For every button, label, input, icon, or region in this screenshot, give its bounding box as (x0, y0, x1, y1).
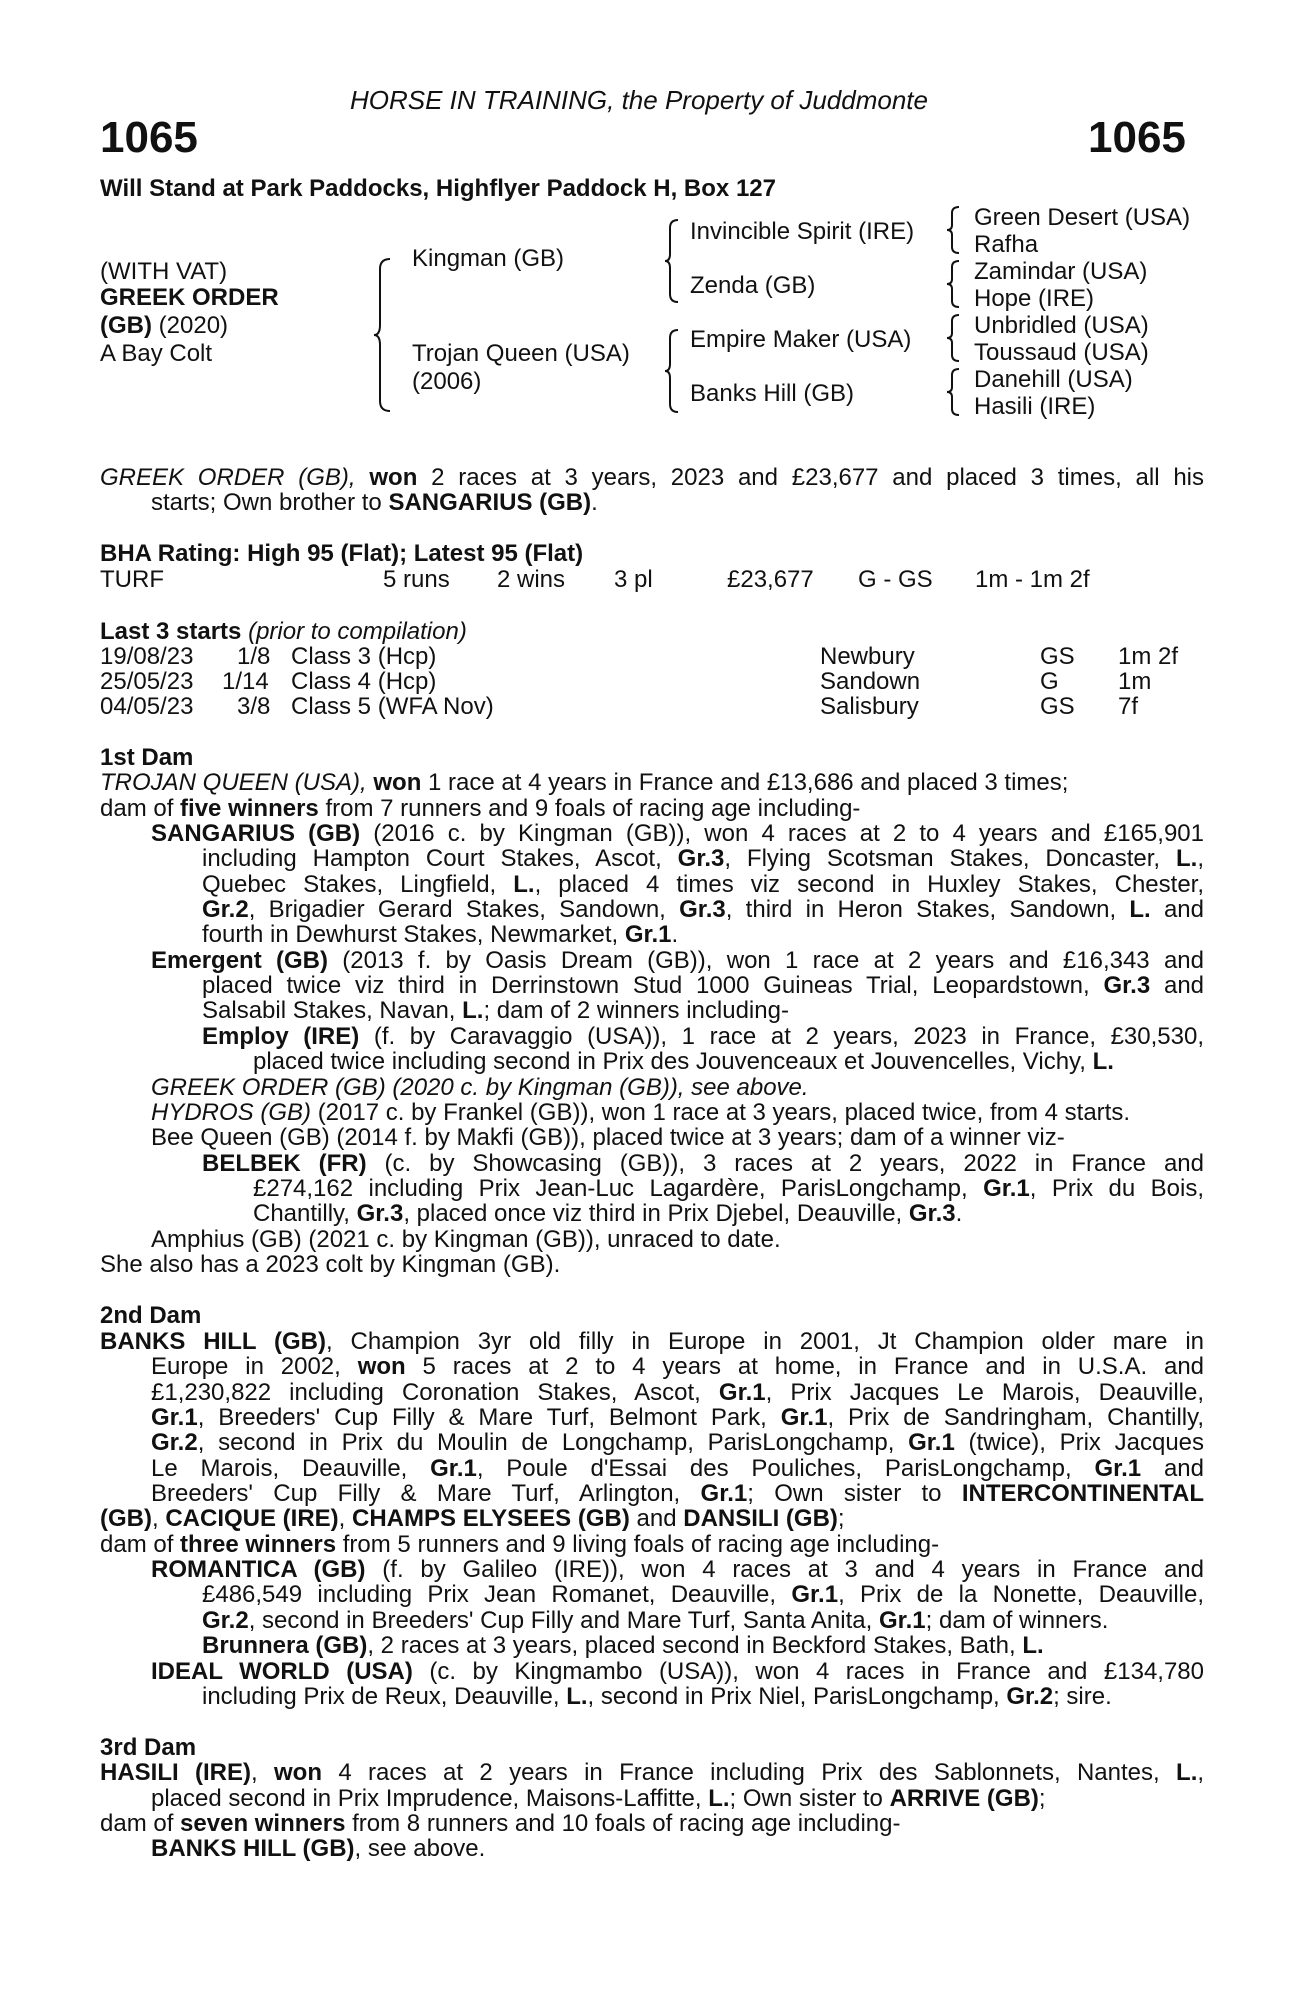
emergent-line-2 (202, 973, 1204, 999)
text: ; (837, 1505, 845, 1532)
hydros-line (151, 1100, 1130, 1126)
start-going: GS (1040, 693, 1075, 720)
grade: L. (1092, 1048, 1114, 1075)
text: Salsabil Stakes, Navan, (202, 997, 456, 1024)
grade: L. (1022, 1632, 1044, 1659)
text: , 2 races at 3 years, placed second in Beckford Stakes, Bath, (367, 1632, 1016, 1659)
grade: Gr.1 (983, 1175, 1030, 1202)
summary-period: . (591, 489, 598, 516)
progeny-text: (f. by Caravaggio (USA)), 1 race at 2 years, 2023 in France, £30,530, (373, 1023, 1204, 1050)
text: placed second in Prix Imprudence, Maisons-Laffitte, (151, 1785, 702, 1812)
progeny-name: Emergent (GB) (151, 947, 328, 974)
summary-record: 2 races at 3 years, 2023 and £23,677 and placed 3 times, all his (431, 464, 1204, 491)
text: , Prix du Bois, (1029, 1175, 1204, 1202)
summary-line-2 (151, 490, 598, 516)
progeny-name: HYDROS (GB) (151, 1099, 312, 1126)
text: ; Own sister to (729, 1785, 883, 1812)
text: . (955, 1200, 963, 1227)
text: fourth in Dewhurst Stakes, Newmarket, (202, 921, 619, 948)
text: , see above. (354, 1835, 486, 1862)
progeny-text: (2017 c. by Frankel (GB)), won 1 race at 3 years, placed twice, from 4 starts. (317, 1099, 1130, 1126)
sibling-name: CHAMPS ELYSEES (GB) (352, 1505, 630, 1532)
banks-hill-line-2 (151, 1354, 1204, 1380)
belbek-line-2 (253, 1176, 1204, 1202)
start-class: Class 4 (Hcp) (291, 668, 437, 695)
sibling-name: ARRIVE (GB) (889, 1785, 1039, 1812)
emergent-line-1 (151, 948, 1204, 974)
start-going: G (1040, 668, 1059, 695)
start-distance: 7f (1118, 693, 1139, 720)
pedigree-dam-year: (2006) (412, 368, 482, 395)
dam-name: HASILI (IRE) (100, 1759, 251, 1786)
start-course: Sandown (820, 668, 921, 695)
progeny-text: (c. by Kingmambo (USA)), won 4 races in France and £134,780 (429, 1658, 1205, 1685)
progeny-name: BELBEK (FR) (202, 1150, 367, 1177)
grade: Gr.1 (780, 1404, 828, 1431)
start-course: Newbury (820, 643, 915, 670)
rating-wins: 2 wins (497, 566, 566, 593)
text: ; Own sister to (747, 1480, 942, 1507)
pedigree-brace-gs3 (946, 313, 962, 363)
start-distance: 1m 2f (1118, 643, 1179, 670)
text: , (1197, 845, 1204, 872)
hasili-line-4 (151, 1836, 485, 1862)
start-position: 1/14 (222, 668, 269, 695)
start-class: Class 3 (Hcp) (291, 643, 437, 670)
text: . (671, 921, 679, 948)
pedigree-gs-1: Invincible Spirit (IRE) (690, 218, 915, 245)
text: £486,549 including Prix Jean Romanet, Deauville, (202, 1581, 777, 1608)
text: Breeders' Cup Filly & Mare Turf, Arlington, (151, 1480, 681, 1507)
start-date: 19/08/23 (100, 643, 194, 670)
employ-line-2 (253, 1049, 1114, 1075)
text: 5 races at 2 to 4 years at home, in France and in U.S.A. and (422, 1353, 1205, 1380)
hasili-line-1 (100, 1760, 1204, 1786)
text: and (1163, 1455, 1204, 1482)
grade: Gr.1 (1094, 1455, 1142, 1482)
sangarius-line-5 (202, 922, 678, 948)
start-position: 1/8 (237, 643, 271, 670)
text: , (151, 1505, 159, 1532)
rating-earnings: £23,677 (727, 566, 814, 593)
grade: L. (708, 1785, 730, 1812)
rating-going: G - GS (858, 566, 933, 593)
dam-of-label: dam of (100, 1531, 174, 1558)
rating-surface: TURF (100, 566, 164, 593)
rating-placed: 3 pl (614, 566, 653, 593)
grade: Gr.1 (700, 1480, 748, 1507)
text: and (1163, 896, 1204, 923)
sangarius-line-1 (151, 821, 1204, 847)
won-label: won (357, 1353, 406, 1380)
pedigree-ggs-4: Hope (IRE) (974, 285, 1095, 312)
grade: L. (462, 997, 484, 1024)
first-dam-heading: 1st Dam (100, 744, 194, 771)
pedigree-brace-gs1 (946, 205, 962, 255)
sangarius-line-2 (202, 846, 1204, 872)
pedigree-ggs-3: Zamindar (USA) (974, 258, 1148, 285)
bha-rating: BHA Rating: High 95 (Flat); Latest 95 (Flat) (100, 540, 584, 567)
text: , (1197, 1759, 1205, 1786)
grade: L. (1176, 845, 1198, 872)
progeny-text: (2016 c. by Kingman (GB)), won 4 races at 2 to 4 years and £165,901 (373, 820, 1204, 847)
progeny-text: (c. by Showcasing (GB)), 3 races at 2 years, 2022 in France and (384, 1150, 1204, 1177)
first-dam-line-2 (100, 796, 860, 822)
start-class: Class 5 (WFA Nov) (291, 693, 494, 720)
banks-hill-line-4 (151, 1405, 1204, 1431)
progeny-name: Brunnera (GB) (202, 1632, 368, 1659)
progeny-name: ROMANTICA (GB) (151, 1556, 366, 1583)
grade: Gr.2 (1006, 1683, 1054, 1710)
summary-horse-name: GREEK ORDER (GB), (100, 464, 356, 491)
banks-hill-line-6 (151, 1456, 1204, 1482)
grade: Gr.1 (718, 1379, 766, 1406)
text: , placed once viz third in Prix Djebel, Deauville, (403, 1200, 903, 1227)
lot-number-left: 1065 (100, 113, 198, 162)
grade: Gr.3 (908, 1200, 956, 1227)
sibling-name: INTERCONTINENTAL (961, 1480, 1205, 1507)
dam-record: 1 race at 4 years in France and £13,686 and placed 3 times; (428, 769, 1069, 796)
pedigree-gs-4: Banks Hill (GB) (690, 380, 855, 407)
dam-of-label: dam of (100, 1810, 174, 1837)
banks-hill-line-9 (100, 1532, 939, 1558)
rating-distance: 1m - 1m 2f (975, 566, 1090, 593)
foals-text: from 8 runners and 10 foals of racing age including- (352, 1810, 901, 1837)
pedigree-brace-sire (664, 218, 682, 304)
last-starts-note: (prior to compilation) (248, 618, 467, 645)
foals-text: from 7 runners and 9 foals of racing age including- (325, 795, 861, 822)
summary-sibling-name: SANGARIUS (GB) (388, 489, 592, 516)
text: including Prix de Reux, Deauville, (202, 1683, 560, 1710)
text: , Poule d'Essai des Pouliches, ParisLongchamp, (476, 1455, 1072, 1482)
last-starts-heading (100, 619, 467, 645)
banks-hill-line-7 (151, 1481, 1204, 1507)
text: £274,162 including Prix Jean-Luc Lagardère, ParisLongchamp, (253, 1175, 968, 1202)
amphius-line: Amphius (GB) (2021 c. by Kingman (GB)), unraced to date. (151, 1226, 781, 1253)
sibling-name: DANSILI (GB) (683, 1505, 838, 1532)
winners-count: seven winners (180, 1810, 346, 1837)
text: Europe in 2002, (151, 1353, 341, 1380)
pedigree-brace-main (372, 257, 396, 413)
employ-line-1 (202, 1024, 1204, 1050)
sangarius-line-3 (202, 872, 1204, 898)
belbek-line-3 (253, 1201, 962, 1227)
start-distance: 1m (1118, 668, 1152, 695)
grade: Gr.1 (151, 1404, 198, 1431)
romantica-line-2 (202, 1582, 1204, 1608)
pedigree-ggs-7: Danehill (USA) (974, 366, 1133, 393)
pedigree-brace-gs4 (946, 367, 962, 417)
progeny-name: SANGARIUS (GB) (151, 820, 361, 847)
rating-runs: 5 runs (383, 566, 450, 593)
won-label: won (373, 769, 422, 796)
text: , Prix de Sandringham, Chantilly, (827, 1404, 1205, 1431)
dam-name: TROJAN QUEEN (USA), (100, 769, 367, 796)
start-course: Salisbury (820, 693, 919, 720)
hasili-line-3 (100, 1811, 900, 1837)
grade: Gr.1 (791, 1581, 839, 1608)
banks-hill-line-5 (151, 1430, 1204, 1456)
grade: Gr.2 (202, 1607, 249, 1634)
winners-count: five winners (180, 795, 319, 822)
progeny-name: Employ (IRE) (202, 1023, 360, 1050)
pedigree-brace-gs2 (946, 259, 962, 309)
pedigree-ggs-6: Toussaud (USA) (974, 339, 1149, 366)
start-position: 3/8 (237, 693, 271, 720)
progeny-text: (2013 f. by Oasis Dream (GB)), won 1 race at 2 years and £16,343 and (342, 947, 1204, 974)
start-date: 04/05/23 (100, 693, 194, 720)
grade: L. (513, 871, 535, 898)
horse-country: (GB) (100, 312, 152, 339)
grade: Gr.2 (202, 896, 249, 923)
text: , Prix Jacques Le Marois, Deauville, (765, 1379, 1204, 1406)
text: and (636, 1505, 677, 1532)
text: Le Marois, Deauville, (151, 1455, 408, 1482)
text: including Hampton Court Stakes, Ascot, (202, 845, 662, 872)
grade: Gr.1 (624, 921, 672, 948)
also-has-line: She also has a 2023 colt by Kingman (GB). (100, 1251, 561, 1278)
grade: Gr.1 (908, 1429, 955, 1456)
foals-text: from 5 runners and 9 living foals of racing age including- (342, 1531, 940, 1558)
second-dam-heading: 2nd Dam (100, 1302, 202, 1329)
romantica-line-3 (202, 1608, 1108, 1634)
pedigree-dam: Trojan Queen (USA) (412, 340, 630, 367)
winners-count: three winners (180, 1531, 337, 1558)
grade: Gr.1 (878, 1607, 926, 1634)
brunnera-line (202, 1633, 1044, 1659)
horse-description: A Bay Colt (100, 340, 213, 367)
lot-number-right: 1065 (1088, 113, 1186, 162)
grade: Gr.3 (679, 896, 726, 923)
stabling-location: Will Stand at Park Paddocks, Highflyer Paddock H, Box 127 (100, 175, 776, 202)
third-dam-heading: 3rd Dam (100, 1734, 197, 1761)
belbek-line-1 (202, 1151, 1204, 1177)
last-starts-title: Last 3 starts (100, 618, 242, 645)
grade: Gr.3 (1103, 972, 1151, 999)
text: , Brigadier Gerard Stakes, Sandown, (248, 896, 666, 923)
start-going: GS (1040, 643, 1075, 670)
text: placed twice viz third in Derrinstown Stud 1000 Guineas Trial, Leopardstown, (202, 972, 1090, 999)
text: , second in Breeders' Cup Filly and Mare Turf, Santa Anita, (248, 1607, 873, 1634)
grade: L. (1129, 896, 1151, 923)
greek-order-line: GREEK ORDER (GB) (2020 c. by Kingman (GB)), see above. (151, 1074, 809, 1101)
text: , second in Prix Niel, ParisLongchamp, (587, 1683, 1000, 1710)
banks-hill-line-3 (151, 1380, 1204, 1406)
text: , (338, 1505, 346, 1532)
bee-queen-line: Bee Queen (GB) (2014 f. by Makfi (GB)), placed twice at 3 years; dam of a winner viz- (151, 1124, 1065, 1151)
dam-name: BANKS HILL (GB) (100, 1328, 326, 1355)
romantica-line-1 (151, 1557, 1204, 1583)
horse-year: (2020) (151, 312, 229, 339)
won-label: won (274, 1759, 323, 1786)
progeny-text: (f. by Galileo (IRE)), won 4 races at 3 and 4 years in France and (382, 1556, 1204, 1583)
sibling-name: (GB) (100, 1505, 152, 1532)
pedigree-ggs-1: Green Desert (USA) (974, 204, 1191, 231)
grade: L. (566, 1683, 588, 1710)
pedigree-brace-dam (664, 328, 682, 414)
grade: Gr.1 (430, 1455, 477, 1482)
ideal-world-line-1 (151, 1659, 1204, 1685)
summary-line-1 (100, 465, 1204, 491)
dam-of-label: dam of (100, 795, 174, 822)
emergent-line-3 (202, 998, 789, 1024)
progeny-name: IDEAL WORLD (USA) (151, 1658, 413, 1685)
text: , placed 4 times viz second in Huxley Stakes, Chester, (534, 871, 1204, 898)
summary-won: won (369, 464, 418, 491)
pedigree-gs-2: Zenda (GB) (690, 272, 816, 299)
text: , third in Heron Stakes, Sandown, (725, 896, 1117, 923)
text: 4 races at 2 years in France including Prix des Sablonnets, Nantes, (338, 1759, 1160, 1786)
text: ; sire. (1053, 1683, 1112, 1710)
sibling-name: CACIQUE (IRE) (165, 1505, 339, 1532)
text: and (1163, 972, 1205, 999)
pedigree-sire: Kingman (GB) (412, 245, 565, 272)
text: (twice), Prix Jacques (968, 1429, 1205, 1456)
grade: Gr.3 (677, 845, 725, 872)
page-title: HORSE IN TRAINING, the Property of Juddmonte (350, 85, 928, 115)
horse-country-year (100, 313, 228, 339)
summary-sibling-text: starts; Own brother to (151, 489, 382, 516)
pedigree-gs-3: Empire Maker (USA) (690, 326, 912, 353)
pedigree-ggs-8: Hasili (IRE) (974, 393, 1096, 420)
text: , Breeders' Cup Filly & Mare Turf, Belmont Park, (197, 1404, 767, 1431)
text: , Champion 3yr old filly in Europe in 2001, Jt Champion older mare in (325, 1328, 1205, 1355)
horse-name: GREEK ORDER (100, 284, 279, 311)
banks-hill-line-1 (100, 1329, 1204, 1355)
text: , Prix de la Nonette, Deauville, (838, 1581, 1204, 1608)
banks-hill-line-8 (100, 1506, 845, 1532)
text: , second in Prix du Moulin de Longchamp, ParisLongchamp, (197, 1429, 895, 1456)
text: Quebec Stakes, Lingfield, (202, 871, 497, 898)
pedigree-ggs-2: Rafha (974, 231, 1039, 258)
text: ; (1038, 1785, 1046, 1812)
grade: L. (1176, 1759, 1198, 1786)
text: £1,230,822 including Coronation Stakes, Ascot, (151, 1379, 701, 1406)
progeny-name: BANKS HILL (GB) (151, 1835, 355, 1862)
ideal-world-line-2 (202, 1684, 1112, 1710)
start-date: 25/05/23 (100, 668, 194, 695)
text: ; dam of winners. (925, 1607, 1109, 1634)
text: , (251, 1759, 258, 1786)
pedigree-ggs-5: Unbridled (USA) (974, 312, 1149, 339)
sangarius-line-4 (202, 897, 1204, 923)
text: ; dam of 2 winners including- (483, 997, 789, 1024)
hasili-line-2 (151, 1786, 1046, 1812)
grade: Gr.2 (151, 1429, 198, 1456)
text: placed twice including second in Prix des Jouvenceaux et Jouvencelles, Vichy, (253, 1048, 1086, 1075)
first-dam-line-1 (100, 770, 1068, 796)
text: Chantilly, (253, 1200, 350, 1227)
text: , Flying Scotsman Stakes, Doncaster, (724, 845, 1161, 872)
grade: Gr.3 (356, 1200, 404, 1227)
vat-label: (WITH VAT) (100, 258, 228, 285)
